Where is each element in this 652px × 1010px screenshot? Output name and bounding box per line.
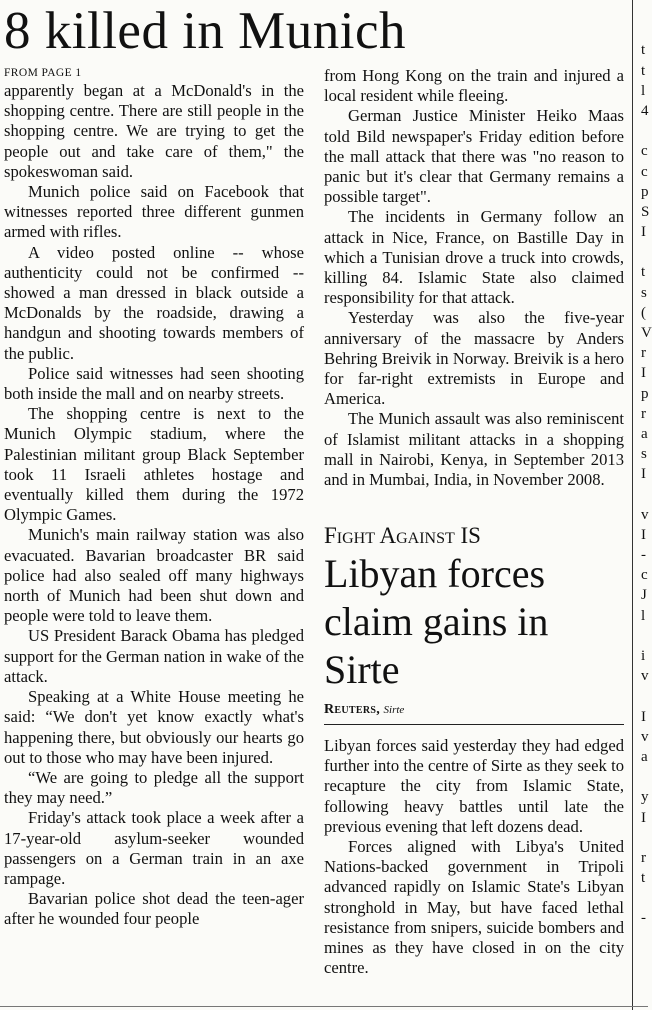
edge-fragment — [641, 121, 648, 141]
article-paragraph: Yesterday was also the five-year anniversary of the massacre by Anders Behring Breivik in Norway. Breivik is a hero for far-right extremists in Europe and America. — [324, 308, 624, 409]
edge-fragment: V — [641, 325, 652, 341]
byline-rule — [324, 724, 624, 725]
article-paragraph: apparently began at a McDonald's in the shopping centre. There are still people in the shopping centre. We are trying to get the people out and take care of them," the spokeswoman said. — [4, 81, 304, 181]
edge-fragment: s — [641, 446, 647, 463]
article-paragraph: Police said witnesses had seen shooting both inside the mall and on nearby streets. — [4, 363, 304, 404]
byline-agency: Reuters, — [324, 702, 381, 717]
edge-fragment: t — [641, 42, 646, 59]
edge-fragment: - — [641, 910, 646, 927]
edge-fragment: 4 — [641, 102, 649, 119]
edge-fragment — [641, 888, 648, 908]
article-paragraph: Friday's attack took place a week after a 17-year-old asylum-seeker wounded passengers on a German train in an axe rampage. — [4, 808, 304, 888]
edge-fragment: s — [641, 284, 647, 301]
second-story-headline: Libyan forces claim gains in Sirte — [324, 551, 549, 692]
byline-dateline: Sirte — [383, 704, 405, 716]
edge-fragment: ( — [641, 304, 646, 321]
adjacent-column-edge — [641, 0, 652, 1010]
article-paragraph: The incidents in Germany follow an attack in Nice, France, on Bastille Day in which a Tunisian drove a truck into crowds, killing 84. Islamic State also claimed responsibility for that attack. — [324, 207, 624, 308]
article-paragraph: Forces aligned with Libya's United Nations-backed government in Tripoli advanced rapidly on Islamic State's Libyan stronghold in May, but have faced lethal resistance from snipers, suicide bombers and mines as they have closed in on the city centre. — [324, 837, 624, 978]
article-paragraph: “We are going to pledge all the support they may need.” — [4, 767, 304, 808]
column-divider — [632, 0, 633, 1010]
edge-fragment: t — [641, 62, 646, 79]
edge-fragment: i — [641, 648, 646, 664]
edge-fragment — [641, 485, 648, 505]
edge-fragment: y — [641, 789, 649, 806]
edge-fragment — [641, 0, 648, 20]
edge-fragment: c — [641, 163, 648, 180]
edge-fragment: r — [641, 405, 646, 422]
edge-fragment: l — [641, 607, 646, 624]
edge-fragment: v — [641, 668, 649, 685]
edge-fragment — [641, 626, 648, 646]
edge-fragment: I — [641, 526, 646, 543]
article-paragraph: Munich police said on Facebook that witnesses reported three different gunmen armed with rifles. — [4, 182, 304, 242]
article-paragraph: Bavarian police shot dead the teen-ager after he wounded four people — [4, 889, 304, 929]
bottom-rule — [0, 1006, 648, 1007]
edge-fragment: I — [641, 708, 646, 725]
edge-fragment: I — [641, 466, 646, 483]
edge-fragment: S — [641, 203, 650, 220]
edge-fragment: p — [641, 183, 649, 200]
article-paragraph: The Munich assault was also reminiscent of Islamist militant attacks in a shopping mall in Nairobi, Kenya, in September 2013 and in Mumbai, India, in November 2008. — [324, 409, 624, 490]
edge-fragment: r — [641, 345, 646, 362]
article-paragraph: Munich's main railway station was also evacuated. Bavarian broadcaster BR said police had also sealed off many highways north of Munich had been shut down and people were told to leave them. — [4, 525, 304, 626]
lead-article-column-1 — [4, 66, 304, 930]
from-page-kicker: FROM PAGE 1 — [4, 67, 82, 79]
edge-fragment — [641, 767, 648, 787]
page-headline: 8 killed in Munich — [4, 2, 407, 60]
second-story-body — [324, 736, 624, 978]
lead-article-column-2 — [324, 66, 624, 490]
article-paragraph: Libyan forces said yesterday they had edged further into the centre of Sirte as they seek to recapture the city from Islamic State, following heavy battles until late the previous evening that left dozens dead. — [324, 736, 624, 836]
article-paragraph: from Hong Kong on the train and injured a local resident while fleeing. — [324, 66, 624, 106]
edge-fragment: J — [641, 587, 647, 604]
edge-fragment: I — [641, 809, 646, 826]
edge-fragment: - — [641, 547, 646, 564]
edge-fragment — [641, 242, 648, 262]
edge-fragment: c — [641, 567, 648, 584]
edge-fragment: a — [641, 425, 648, 442]
edge-fragment: I — [641, 365, 646, 382]
edge-fragment — [641, 20, 648, 40]
edge-fragment: t — [641, 264, 646, 281]
article-paragraph: The shopping centre is next to the Munich Olympic stadium, where the Palestinian militant group Black September took 11 Israeli athletes hostage and eventually killed them during the 1972 Olympic Games. — [4, 404, 304, 525]
edge-fragment: l — [641, 82, 646, 99]
edge-fragment — [641, 686, 648, 706]
edge-fragment: c — [641, 143, 648, 160]
edge-fragment: p — [641, 385, 649, 402]
article-paragraph: Speaking at a White House meeting he said: “We don't yet know exactly what's happening there, but obviously our hearts go out to those who may have been injured. — [4, 687, 304, 767]
edge-fragment: r — [641, 849, 646, 866]
byline — [324, 701, 624, 719]
edge-fragment: v — [641, 506, 649, 523]
edge-fragment: I — [641, 224, 646, 241]
edge-fragment: t — [641, 870, 646, 887]
article-paragraph: US President Barack Obama has pledged support for the German nation in wake of the attack. — [4, 626, 304, 686]
edge-fragment: a — [641, 748, 648, 765]
article-paragraph: A video posted online -- whose authenticity could not be confirmed -- showed a man dressed in black outside a McDonalds by the roadside, drawing a handgun and shooting towards members of the public. — [4, 242, 304, 363]
section-label: Fight Against IS — [324, 523, 481, 548]
edge-fragment — [641, 828, 648, 848]
article-paragraph: German Justice Minister Heiko Maas told Bild newspaper's Friday edition before the mall attack that there was "no reason to panic but it's clear that Germany remains a possible target". — [324, 106, 624, 207]
edge-fragment: v — [641, 728, 649, 745]
